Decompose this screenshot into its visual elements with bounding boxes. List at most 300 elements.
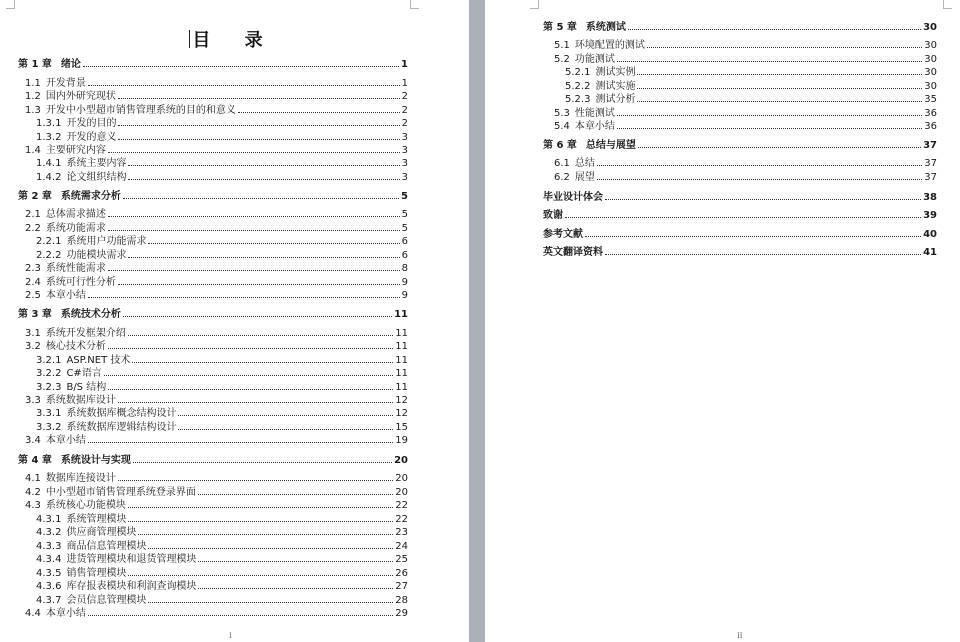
toc-entry-label [25, 90, 116, 103]
toc-dot-leader [238, 103, 400, 113]
toc-page-2 [485, 0, 960, 642]
toc-page-number: 39 [923, 210, 937, 221]
toc-entry-text: 致谢 [543, 210, 563, 221]
toc-entry-number: 3.3.2 [36, 422, 62, 433]
toc-entry-number: 6.1 [554, 158, 570, 169]
toc-entry-number: 1.3.1 [36, 118, 62, 129]
toc-dot-leader [628, 20, 921, 30]
toc-subsection-entry[interactable] [36, 539, 408, 552]
toc-page-number: 11 [395, 355, 408, 366]
toc-section-entry[interactable] [25, 261, 408, 274]
toc-entry-text: 库存报表模块和利润查询模块 [66, 581, 197, 592]
toc-subsection-entry[interactable] [36, 512, 408, 525]
toc-dot-leader [148, 234, 399, 244]
toc-subsection-entry[interactable] [36, 366, 408, 379]
toc-page-number: 30 [924, 40, 937, 51]
toc-page-number: 11 [395, 328, 408, 339]
toc-page-number: 12 [395, 395, 408, 406]
toc-dot-leader [198, 579, 393, 589]
toc-entry-text: 论文组织结构 [66, 172, 127, 183]
toc-entry-text: 开发背景 [45, 78, 86, 89]
toc-page-number: 37 [924, 172, 937, 183]
toc-page-number: 5 [401, 209, 408, 220]
toc-page-number: 5 [401, 223, 408, 234]
toc-page-number: 30 [923, 22, 937, 33]
toc-entry-text: 系统技术分析 [60, 309, 121, 320]
toc-entry-text: 环境配置的测试 [574, 40, 645, 51]
toc-entry-number: 第 2 章 [18, 191, 52, 202]
toc-entry-number: 1.3.2 [36, 132, 62, 143]
toc-chapter-entry[interactable] [543, 190, 937, 203]
toc-page-number: 2 [401, 91, 408, 102]
toc-dot-leader [88, 76, 400, 86]
toc-page-number: 37 [923, 140, 937, 151]
toc-entry-text: 系统核心功能模块 [45, 500, 126, 511]
toc-dot-leader [108, 221, 400, 231]
toc-section-entry[interactable] [25, 485, 408, 498]
toc-entry-text: 测试分析 [595, 94, 636, 105]
toc-page-number: 30 [924, 67, 937, 78]
toc-subsection-entry[interactable] [565, 65, 937, 78]
toc-dot-leader [108, 207, 400, 217]
toc-chapter-entry[interactable] [18, 307, 408, 320]
toc-entry-number: 5.2.2 [565, 81, 591, 92]
toc-entry-number: 3.4 [25, 435, 41, 446]
toc-section-entry[interactable] [25, 339, 408, 352]
toc-entry-text: ASP.NET 技术 [66, 355, 131, 366]
toc-page-number: 25 [395, 554, 408, 565]
toc-section-entry[interactable] [25, 471, 408, 484]
toc-chapter-entry[interactable] [18, 453, 408, 466]
toc-page-number: 20 [395, 473, 408, 484]
toc-dot-leader [108, 380, 393, 390]
toc-dot-leader [118, 275, 400, 285]
toc-subsection-entry[interactable] [36, 579, 408, 592]
toc-entry-text: 核心技术分析 [45, 341, 106, 352]
toc-entry-label [25, 289, 86, 302]
toc-entry-text: 系统数据库逻辑结构设计 [66, 422, 177, 433]
toc-dot-leader [108, 143, 400, 153]
toc-page-number: 6 [401, 250, 408, 261]
toc-subsection-entry[interactable] [36, 525, 408, 538]
toc-entry-label [36, 157, 126, 170]
toc-page-number: 2 [401, 118, 408, 129]
toc-dot-leader [132, 353, 393, 363]
toc-dot-leader [605, 190, 921, 200]
toc-subsection-entry[interactable] [36, 406, 408, 419]
page-corner-mark [943, 0, 952, 9]
toc-entry-label [25, 434, 86, 447]
toc-entry-text: 国内外研究现状 [45, 91, 116, 102]
toc-entry-text: 中小型超市销售管理系统登录界面 [45, 487, 196, 498]
toc-entry-text: B/S 结构 [66, 382, 107, 393]
toc-entry-number: 2.4 [25, 277, 41, 288]
toc-entry-text: 本章小结 [574, 121, 615, 132]
toc-entry-text: 系统数据库设计 [45, 395, 116, 406]
toc-entry-label [554, 171, 595, 184]
toc-entry-text: 英文翻译资料 [543, 247, 603, 258]
toc-entry-text: 测试实施 [595, 81, 636, 92]
toc-subsection-entry[interactable] [36, 420, 408, 433]
toc-page-number: 41 [923, 247, 937, 258]
toc-dot-leader [128, 498, 393, 508]
toc-chapter-entry[interactable] [18, 189, 408, 202]
toc-subsection-entry[interactable] [36, 248, 408, 261]
toc-section-entry[interactable] [554, 106, 937, 119]
toc-page-number: 23 [395, 527, 408, 538]
toc-page-number: 9 [401, 290, 408, 301]
toc-entry-number: 3.2.3 [36, 382, 62, 393]
toc-entry-text: 系统开发框架介绍 [45, 328, 126, 339]
toc-subsection-entry[interactable] [36, 380, 408, 393]
toc-page-number: 3 [401, 132, 408, 143]
toc-entry-text: 系统可行性分析 [45, 277, 116, 288]
toc-entry-text: 系统管理模块 [66, 514, 127, 525]
toc-subsection-entry[interactable] [565, 92, 937, 105]
toc-page-number: 22 [395, 514, 408, 525]
page-number-footer: I [229, 632, 232, 640]
toc-entry-text: 参考文献 [543, 229, 583, 240]
toc-page-number: 6 [401, 236, 408, 247]
toc-section-entry[interactable] [554, 119, 937, 132]
toc-section-entry[interactable] [25, 207, 408, 220]
toc-entry-label [554, 120, 615, 133]
toc-entry-number: 4.3.5 [36, 568, 62, 579]
toc-entry-text: 供应商管理模块 [66, 527, 137, 538]
toc-entry-text: 总结 [574, 158, 595, 169]
toc-dot-leader [118, 116, 399, 126]
toc-entry-text: 进货管理模块和退货管理模块 [66, 554, 197, 565]
toc-dot-leader [138, 525, 393, 535]
toc-entry-label [36, 407, 176, 420]
toc-subsection-entry[interactable] [36, 116, 408, 129]
toc-dot-leader [88, 433, 393, 443]
toc-entry-number: 4.3.4 [36, 554, 62, 565]
toc-entry-text: 开发的目的 [66, 118, 117, 129]
toc-entry-number: 4.3.7 [36, 595, 62, 606]
toc-page-number: 11 [395, 341, 408, 352]
toc-page-number: 19 [395, 435, 408, 446]
toc-entry-number: 3.3.1 [36, 408, 62, 419]
toc-entry-number: 4.3.1 [36, 514, 62, 525]
toc-dot-leader [118, 130, 399, 140]
toc-entry-label [36, 235, 146, 248]
toc-section-entry[interactable] [25, 393, 408, 406]
toc-chapter-entry[interactable] [543, 227, 937, 240]
toc-entry-number: 1.1 [25, 78, 41, 89]
toc-subsection-entry[interactable] [36, 593, 408, 606]
toc-dot-leader [83, 57, 399, 67]
toc-page-number: 37 [924, 158, 937, 169]
toc-dot-leader [88, 288, 400, 298]
toc-entry-text: 系统用户功能需求 [66, 236, 147, 247]
toc-dot-leader [617, 119, 922, 129]
toc-title: 目 录 [192, 30, 277, 51]
toc-entry-label [25, 262, 106, 275]
toc-entry-text: 测试实例 [595, 67, 636, 78]
toc-entry-number: 4.3.6 [36, 581, 62, 592]
text-cursor [189, 30, 190, 48]
toc-section-entry[interactable] [554, 52, 937, 65]
toc-page-number: 12 [395, 408, 408, 419]
toc-dot-leader [118, 471, 393, 481]
toc-subsection-entry[interactable] [36, 552, 408, 565]
toc-entry-text: 系统数据库概念结构设计 [66, 408, 177, 419]
toc-page-number: 30 [924, 54, 937, 65]
toc-entry-label [565, 66, 635, 79]
toc-entry-number: 6.2 [554, 172, 570, 183]
page-corner-mark [410, 0, 419, 9]
page-number-footer: II [737, 632, 743, 640]
toc-dot-leader [123, 307, 392, 317]
toc-dot-leader [128, 512, 393, 522]
toc-page-number: 11 [395, 382, 408, 393]
toc-entry-label [25, 340, 106, 353]
toc-entry-text: 开发中小型超市销售管理系统的目的和意义 [45, 105, 236, 116]
toc-entry-label [36, 580, 196, 593]
toc-page-number: 38 [923, 192, 937, 203]
toc-dot-leader [108, 261, 400, 271]
toc-entry-number: 5.2.3 [565, 94, 591, 105]
toc-page-number: 35 [924, 94, 937, 105]
toc-entry-text: 本章小结 [45, 608, 86, 619]
toc-dot-leader [178, 420, 393, 430]
toc-entry-number: 2.5 [25, 290, 41, 301]
toc-page-number: 9 [401, 277, 408, 288]
toc-entry-text: 系统主要内容 [66, 158, 127, 169]
toc-entry-number: 3.2.1 [36, 355, 62, 366]
toc-section-entry[interactable] [25, 275, 408, 288]
toc-entry-text: C#语言 [66, 368, 102, 379]
toc-dot-leader [597, 156, 922, 166]
toc-subsection-entry[interactable] [36, 566, 408, 579]
toc-page-number: 26 [395, 568, 408, 579]
toc-entry-label [543, 191, 603, 204]
toc-page-number: 1 [401, 59, 408, 70]
toc-entry-text: 商品信息管理模块 [66, 541, 147, 552]
toc-dot-leader [88, 606, 393, 616]
toc-entry-label [18, 308, 121, 321]
toc-entry-label [554, 39, 645, 52]
toc-entry-number: 3.1 [25, 328, 41, 339]
toc-entry-text: 主要研究内容 [45, 145, 106, 156]
toc-entry-number: 4.3.3 [36, 541, 62, 552]
toc-chapter-entry[interactable] [543, 138, 937, 151]
toc-page-number: 22 [395, 500, 408, 511]
toc-section-entry[interactable] [25, 103, 408, 116]
toc-page-number: 20 [394, 455, 408, 466]
toc-dot-leader [128, 156, 399, 166]
toc-dot-leader [637, 79, 922, 89]
toc-entry-label [543, 21, 626, 34]
toc-dot-leader [617, 106, 922, 116]
toc-dot-leader [198, 552, 393, 562]
toc-entry-text: 本章小结 [45, 290, 86, 301]
toc-page-1 [0, 0, 469, 642]
toc-entry-number: 2.1 [25, 209, 41, 220]
toc-entry-text: 本章小结 [45, 435, 86, 446]
toc-entry-label [18, 190, 121, 203]
toc-dot-leader [128, 170, 399, 180]
toc-dot-leader [128, 248, 399, 258]
toc-entry-number: 2.2.1 [36, 236, 62, 247]
toc-section-entry[interactable] [25, 288, 408, 301]
toc-dot-leader [133, 453, 392, 463]
toc-dot-leader [128, 566, 393, 576]
toc-entry-text: 功能模块需求 [66, 250, 127, 261]
toc-entry-label [18, 58, 81, 71]
toc-section-entry[interactable] [25, 221, 408, 234]
page-corner-mark [6, 0, 15, 9]
toc-entry-text: 功能测试 [574, 54, 615, 65]
toc-entry-label [25, 607, 86, 620]
toc-dot-leader [638, 138, 921, 148]
toc-entry-number: 2.2 [25, 223, 41, 234]
toc-page-number: 15 [395, 422, 408, 433]
toc-subsection-entry[interactable] [36, 234, 408, 247]
toc-dot-leader [118, 393, 393, 403]
toc-entry-text: 性能测试 [574, 108, 615, 119]
toc-dot-leader [108, 339, 393, 349]
toc-dot-leader [637, 65, 922, 75]
toc-section-entry[interactable] [25, 606, 408, 619]
toc-entry-text: 系统需求分析 [60, 191, 121, 202]
toc-entry-label [36, 526, 136, 539]
toc-page-number: 24 [395, 541, 408, 552]
toc-entry-label [543, 246, 603, 259]
toc-chapter-entry[interactable] [543, 245, 937, 258]
toc-chapter-entry[interactable] [18, 57, 408, 70]
toc-page-number: 8 [401, 263, 408, 274]
toc-entry-number: 4.3 [25, 500, 41, 511]
toc-entry-number: 5.2 [554, 54, 570, 65]
page-corner-mark [530, 0, 539, 9]
toc-page-number: 30 [924, 81, 937, 92]
toc-dot-leader [617, 52, 922, 62]
toc-entry-label [25, 472, 116, 485]
toc-entry-label [18, 454, 131, 467]
toc-dot-leader [118, 89, 400, 99]
toc-entry-text: 开发的意义 [66, 132, 117, 143]
toc-dot-leader [647, 38, 922, 48]
toc-entry-number: 4.4 [25, 608, 41, 619]
toc-page-number: 27 [395, 581, 408, 592]
toc-entry-number: 1.4.2 [36, 172, 62, 183]
toc-entry-label [36, 171, 126, 184]
toc-entry-text: 系统测试 [585, 22, 626, 33]
toc-entry-label [36, 367, 102, 380]
toc-page-number: 5 [401, 191, 408, 202]
toc-entry-label [565, 93, 635, 106]
toc-entry-label [543, 209, 563, 222]
toc-chapter-entry[interactable] [543, 208, 937, 221]
toc-section-entry[interactable] [25, 76, 408, 89]
toc-entry-number: 2.3 [25, 263, 41, 274]
toc-page-number: 11 [395, 368, 408, 379]
toc-entry-number: 5.3 [554, 108, 570, 119]
toc-entry-number: 1.4 [25, 145, 41, 156]
toc-entry-label [36, 553, 196, 566]
toc-entry-number: 3.2.2 [36, 368, 62, 379]
toc-entry-number: 4.3.2 [36, 527, 62, 538]
toc-entry-label [543, 139, 636, 152]
toc-entry-number: 4.1 [25, 473, 41, 484]
toc-entry-text: 展望 [574, 172, 595, 183]
toc-entry-text: 销售管理模块 [66, 568, 127, 579]
toc-entry-number: 1.4.1 [36, 158, 62, 169]
toc-entry-text: 系统设计与实现 [60, 455, 131, 466]
toc-section-entry[interactable] [25, 89, 408, 102]
toc-page-number: 3 [401, 158, 408, 169]
toc-subsection-entry[interactable] [36, 170, 408, 183]
toc-entry-number: 第 1 章 [18, 59, 52, 70]
toc-section-entry[interactable] [25, 143, 408, 156]
toc-page-number: 11 [394, 309, 408, 320]
toc-section-entry[interactable] [554, 38, 937, 51]
toc-dot-leader [128, 326, 393, 336]
toc-section-entry[interactable] [25, 498, 408, 511]
toc-dot-leader [605, 245, 921, 255]
toc-entry-label [36, 117, 116, 130]
toc-page-number: 2 [401, 105, 408, 116]
toc-subsection-entry[interactable] [565, 79, 937, 92]
toc-entry-text: 系统功能需求 [45, 223, 106, 234]
toc-page-number: 3 [401, 145, 408, 156]
toc-page-number: 36 [924, 108, 937, 119]
toc-entry-number: 3.3 [25, 395, 41, 406]
toc-entry-text: 毕业设计体会 [543, 192, 603, 203]
toc-dot-leader [585, 227, 921, 237]
toc-dot-leader [637, 92, 922, 102]
toc-entry-number: 2.2.2 [36, 250, 62, 261]
toc-section-entry[interactable] [25, 433, 408, 446]
toc-entry-number: 3.2 [25, 341, 41, 352]
toc-entry-number: 第 5 章 [543, 22, 577, 33]
toc-entry-number: 第 3 章 [18, 309, 52, 320]
toc-dot-leader [597, 170, 922, 180]
toc-page-number: 28 [395, 595, 408, 606]
toc-section-entry[interactable] [25, 326, 408, 339]
toc-dot-leader [148, 593, 393, 603]
toc-entry-label [25, 499, 126, 512]
toc-subsection-entry[interactable] [36, 130, 408, 143]
toc-page-number: 29 [395, 608, 408, 619]
toc-section-entry[interactable] [554, 156, 937, 169]
toc-page-number: 20 [395, 487, 408, 498]
toc-entry-text: 总结与展望 [585, 140, 636, 151]
toc-entry-label [25, 208, 106, 221]
toc-entry-number: 第 6 章 [543, 140, 577, 151]
toc-entry-label [543, 228, 583, 241]
toc-dot-leader [198, 485, 393, 495]
toc-subsection-entry[interactable] [36, 156, 408, 169]
toc-dot-leader [178, 406, 393, 416]
toc-entry-number: 5.4 [554, 121, 570, 132]
toc-entry-number: 1.3 [25, 105, 41, 116]
toc-entry-number: 第 4 章 [18, 455, 52, 466]
toc-entry-label [554, 157, 595, 170]
toc-dot-leader [123, 189, 399, 199]
toc-entry-text: 数据库连接设计 [45, 473, 116, 484]
toc-chapter-entry[interactable] [543, 20, 937, 33]
toc-entry-text: 绪论 [60, 59, 81, 70]
toc-section-entry[interactable] [554, 170, 937, 183]
toc-entry-number: 4.2 [25, 487, 41, 498]
toc-dot-leader [104, 366, 393, 376]
toc-entry-text: 系统性能需求 [45, 263, 106, 274]
toc-dot-leader [148, 539, 393, 549]
toc-subsection-entry[interactable] [36, 353, 408, 366]
